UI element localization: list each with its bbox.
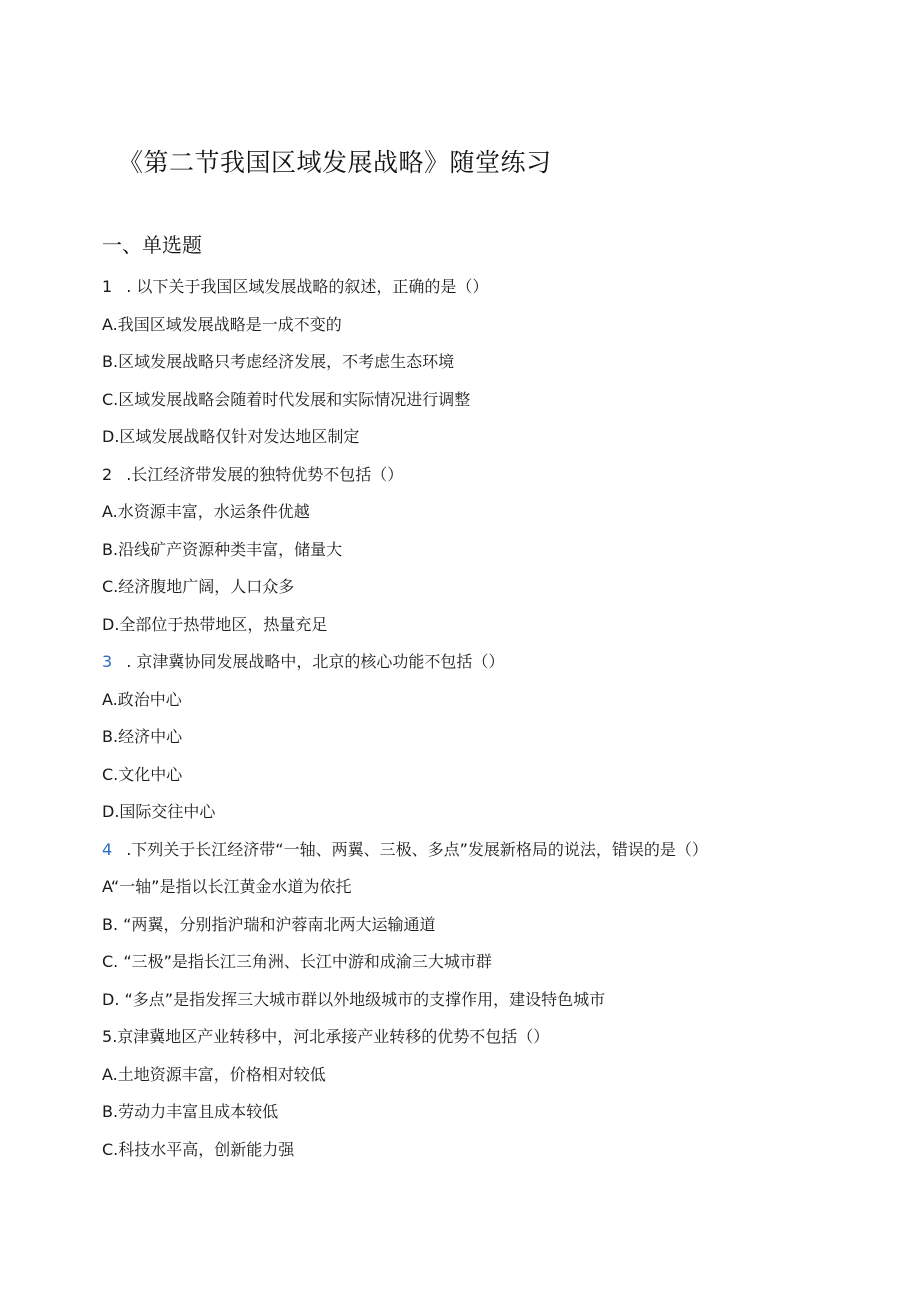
question-text: . 以下关于我国区域发展战略的叙述，正确的是（） bbox=[126, 277, 489, 296]
option-b: B.经济中心 bbox=[102, 727, 183, 746]
question-3 bbox=[102, 652, 504, 672]
option-b: B.区域发展战略只考虑经济发展，不考虑生态环境 bbox=[102, 352, 455, 371]
option-d: D.全部位于热带地区，热量充足 bbox=[102, 615, 328, 634]
question-number: 4 bbox=[102, 840, 113, 859]
question-text: .京津冀地区产业转移中，河北承接产业转移的优势不包括（） bbox=[112, 1027, 550, 1046]
question-text: .长江经济带发展的独特优势不包括（） bbox=[126, 465, 404, 484]
option-d: D.国际交往中心 bbox=[102, 802, 216, 821]
option-c: C.经济腹地广阔，人口众多 bbox=[102, 577, 295, 596]
page-title: 《第二节我国区域发展战略》随堂练习 bbox=[118, 148, 552, 177]
option-d: D.区域发展战略仅针对发达地区制定 bbox=[102, 427, 360, 446]
option-a: A.政治中心 bbox=[102, 690, 182, 709]
option-b: B. “两翼，分别指沪瑞和沪蓉南北两大运输通道 bbox=[102, 915, 436, 934]
question-text: .下列关于长江经济带“一轴、两翼、三极、多点”发展新格局的说法，错误的是（） bbox=[126, 840, 708, 859]
option-a: A.水资源丰富，水运条件优越 bbox=[102, 502, 310, 521]
option-b: B.劳动力丰富且成本较低 bbox=[102, 1102, 279, 1121]
option-a: A.土地资源丰富，价格相对较低 bbox=[102, 1065, 326, 1084]
option-d: D. “多点”是指发挥三大城市群以外地级城市的支撑作用，建设特色城市 bbox=[102, 990, 606, 1009]
option-c: C.科技水平高，创新能力强 bbox=[102, 1140, 295, 1159]
option-a: A.我国区域发展战略是一成不变的 bbox=[102, 315, 342, 334]
question-2 bbox=[102, 465, 403, 485]
question-number: 5 bbox=[102, 1027, 113, 1046]
question-text: . 京津冀协同发展战略中，北京的核心功能不包括（） bbox=[126, 652, 505, 671]
option-b: B.沿线矿产资源种类丰富，储量大 bbox=[102, 540, 343, 559]
question-1 bbox=[102, 277, 488, 297]
question-number: 2 bbox=[102, 465, 113, 484]
section-heading: 一、单选题 bbox=[102, 233, 202, 257]
option-c: C.文化中心 bbox=[102, 765, 183, 784]
option-a: A“一轴”是指以长江黄金水道为依托 bbox=[102, 877, 352, 896]
question-number: 3 bbox=[102, 652, 113, 671]
question-4 bbox=[102, 840, 708, 860]
question-number: 1 bbox=[102, 277, 113, 296]
question-5 bbox=[102, 1027, 549, 1047]
option-c: C. “三极”是指长江三角洲、长江中游和成渝三大城市群 bbox=[102, 952, 492, 971]
option-c: C.区域发展战略会随着时代发展和实际情况进行调整 bbox=[102, 390, 471, 409]
